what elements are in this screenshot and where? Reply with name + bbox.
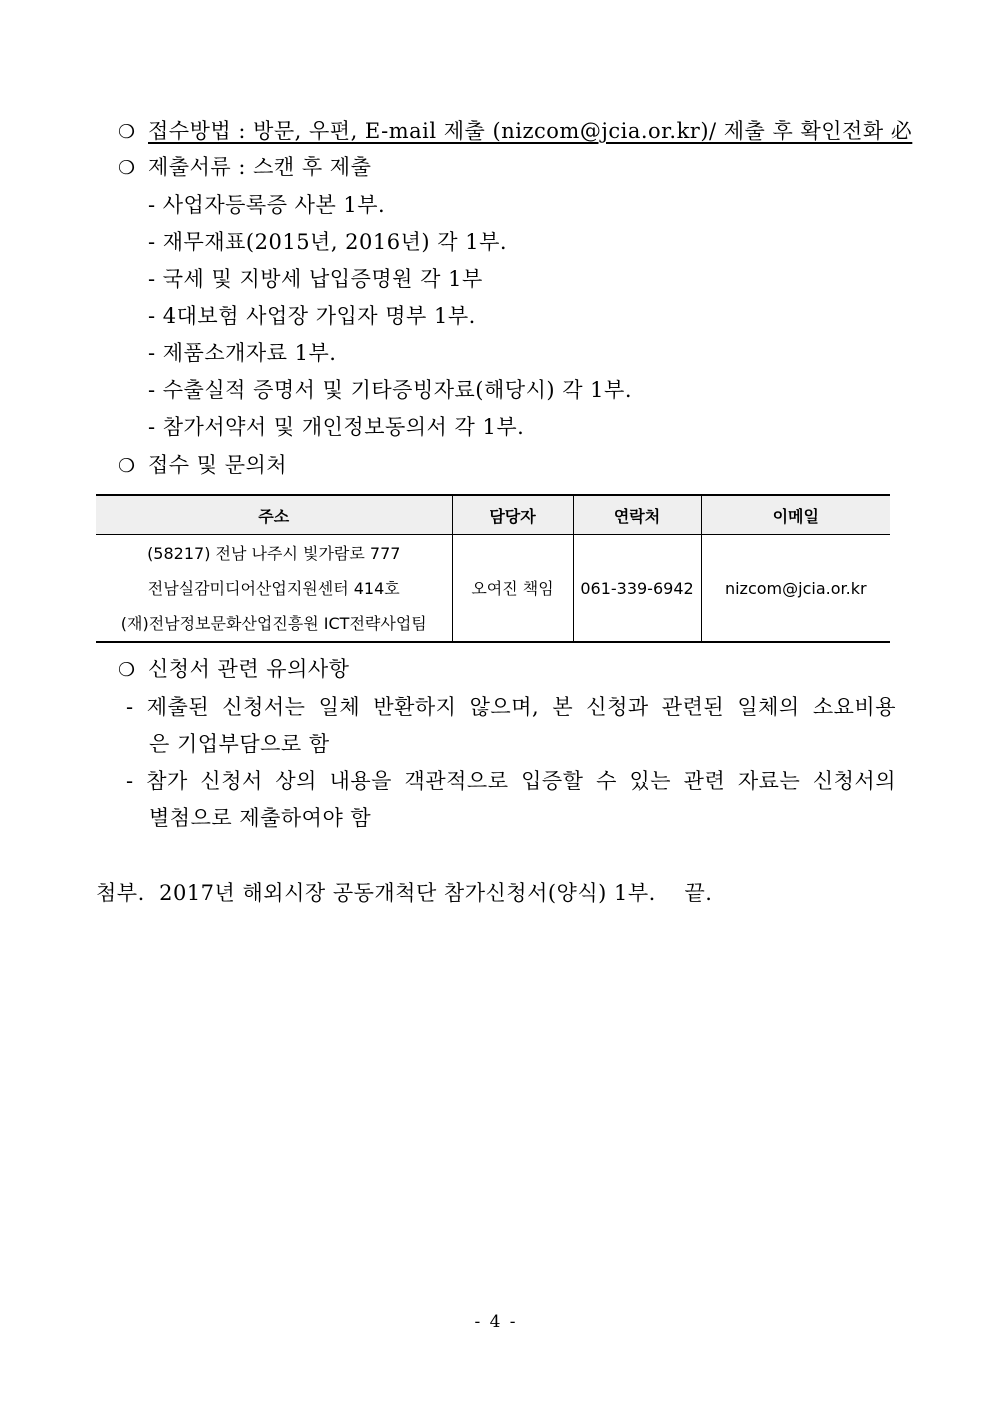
notes-heading xyxy=(118,654,349,685)
attachment-note: 첨부. 2017년 해외시장 공동개척단 참가신청서(양식) 1부. 끝. xyxy=(96,881,713,905)
person-cell: 오여진 책임 xyxy=(452,535,573,643)
document-item: - 수출실적 증명서 및 기타증빙자료(해당시) 각 1부. xyxy=(148,378,633,402)
note-item-line: - 제출된 신청서는 일체 반환하지 않으며, 본 신청과 관련된 일체의 소요비용 xyxy=(126,695,896,719)
document-item: - 제품소개자료 1부. xyxy=(148,341,337,365)
document-item: - 재무재표(2015년, 2016년) 각 1부. xyxy=(148,230,508,254)
notes-title: 신청서 관련 유의사항 xyxy=(148,657,350,681)
note-item-line: - 참가 신청서 상의 내용을 객관적으로 입증할 수 있는 관련 자료는 신청서의 xyxy=(126,769,896,793)
submission-method-text: 접수방법 : 방문, 우편, E-mail 제출 (nizcom@jcia.or.kr)/ 제출 후 확인전화 必 xyxy=(148,119,913,143)
contact-table xyxy=(96,494,890,643)
document-item: - 참가서약서 및 개인정보동의서 각 1부. xyxy=(148,415,525,439)
address-line: 전남실감미디어산업지원센터 414호 xyxy=(147,578,400,598)
circle-bullet-icon: ❍ xyxy=(118,121,136,143)
header-phone: 연락처 xyxy=(573,495,701,535)
email-cell: nizcom@jcia.or.kr xyxy=(701,535,890,643)
phone-cell: 061-339-6942 xyxy=(573,535,701,643)
contact-title: 접수 및 문의처 xyxy=(148,453,288,477)
document-item: - 국세 및 지방세 납입증명원 각 1부 xyxy=(148,267,483,291)
circle-bullet-icon: ❍ xyxy=(118,659,136,681)
page-number: - 4 - xyxy=(474,1312,518,1332)
table-row xyxy=(96,535,890,643)
address-line: (58217) 전남 나주시 빛가람로 777 xyxy=(147,543,401,563)
address-cell xyxy=(96,535,452,643)
circle-bullet-icon: ❍ xyxy=(118,157,136,179)
address-line: (재)전남정보문화산업진흥원 ICT전략사업팀 xyxy=(120,613,427,633)
document-item: - 4대보험 사업장 가입자 명부 1부. xyxy=(148,304,476,328)
note-item-line: 별첨으로 제출하여야 함 xyxy=(149,806,372,830)
header-email: 이메일 xyxy=(701,495,890,535)
header-address: 주소 xyxy=(96,495,452,535)
documents-heading xyxy=(118,152,371,183)
document-item: - 사업자등록증 사본 1부. xyxy=(148,193,386,217)
table-header-row xyxy=(96,495,890,535)
documents-title: 제출서류 : 스캔 후 제출 xyxy=(148,155,372,179)
note-item-line: 은 기업부담으로 함 xyxy=(149,732,330,756)
submission-method xyxy=(118,116,912,147)
header-person: 담당자 xyxy=(452,495,573,535)
contact-heading xyxy=(118,450,287,481)
circle-bullet-icon: ❍ xyxy=(118,455,136,477)
